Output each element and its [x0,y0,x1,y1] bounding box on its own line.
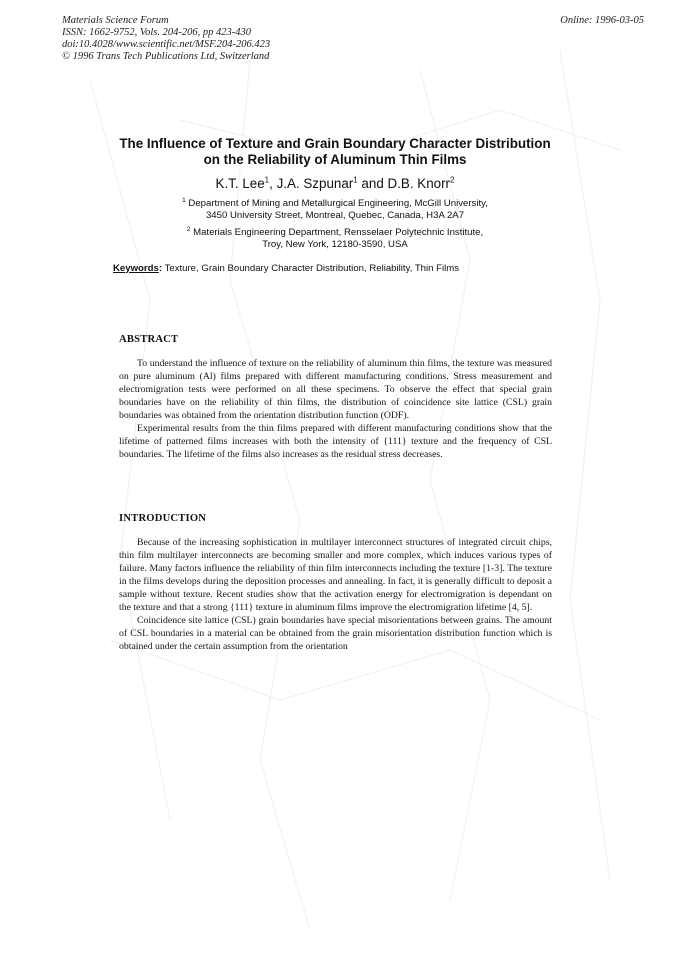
introduction-paragraph: Because of the increasing sophistication in multilayer interconnect structures of integrated circuit chips, thin film multilayer interconnects are becoming smaller and more complex, which induces various types of failure. Many factors influence the reliability of thin film interconnects including the texture [1-3]. The texture in the films develops during the deposition processes and annealing. In fact, it is generally difficult to deposit a sample without texture. Recent studies show that the activation energy for electromigration is dependant on the texture and that a strong {111} texture in aluminum films improve the electromigration lifetime [4, 5]. [119,537,552,613]
author-name: D.B. Knorr [387,176,451,191]
author-name: K.T. Lee [215,176,265,191]
author-list [80,176,590,192]
author-name: J.A. Szpunar [276,176,354,191]
keywords-text: Texture, Grain Boundary Character Distribution, Reliability, Thin Films [164,263,460,274]
issn-line: ISSN: 1662-9752, Vols. 204-206, pp 423-430 [62,27,251,38]
affiliation-text: Materials Engineering Department, Rensselaer Polytechnic Institute, [193,227,484,238]
journal-name: Materials Science Forum [62,15,169,26]
affiliation-text: Department of Mining and Metallurgical Engineering, McGill University, [188,198,488,209]
affiliation-mark: 1 [182,196,186,204]
paper-title [80,136,590,168]
abstract-paragraph: To understand the influence of texture on the reliability of aluminum thin films, the texture was measured on pure aluminum (Al) films prepared with different manufacturing conditions. Stress measurement and electromigration tests were performed on all these specimens. To observe the effect that special grain boundaries have on the reliability of thin films, the distribution of coincidence site lattice (CSL) grain boundaries was obtained from the orientation distribution function (ODF). [119,358,552,421]
abstract-body [119,357,552,461]
keywords-line [113,263,459,274]
online-date: Online: 1996-03-05 [560,15,644,26]
introduction-heading: INTRODUCTION [119,513,207,524]
affiliation-line [80,198,590,210]
abstract-paragraph: Experimental results from the thin films prepared with different manufacturing conditions show that the lifetime of patterned films increases with both the intensity of {111} texture and the frequency of CSL boundaries. The lifetime of the films also increases as the residual stress decreases. [119,423,552,460]
affiliation-mark: 1 [353,175,358,185]
doi-line: doi:10.4028/www.scientific.net/MSF.204-206.423 [62,39,271,50]
affiliation-line: 3450 University Street, Montreal, Quebec, Canada, H3A 2A7 [205,210,465,221]
affiliation-line: Troy, New York, 12180-3590, USA [262,239,408,250]
introduction-paragraph: Coincidence site lattice (CSL) grain boundaries have special misorientations between grains. The amount of CSL boundaries in a material can be obtained from the grain misorientation distribution function which is obtained under the certain assumption from the orientation [119,615,552,652]
title-line-2: on the Reliability of Aluminum Thin Films [203,152,467,167]
keywords-colon: : [158,263,163,274]
affiliation-mark: 1 [264,175,270,185]
affiliation-1 [80,198,590,222]
abstract-heading: ABSTRACT [119,334,179,345]
keywords-label-text: Keywords [113,263,159,274]
introduction-body [119,536,552,653]
affiliation-mark: 2 [450,175,455,185]
copyright-line: © 1996 Trans Tech Publications Ltd, Switzerland [62,51,270,62]
keywords-label [113,263,162,274]
affiliation-line [80,227,590,239]
author-separator: and [357,176,388,191]
title-line-1: The Influence of Texture and Grain Boundary Character Distribution [119,136,551,151]
journal-header [62,15,270,63]
author-separator: , [269,176,277,191]
affiliation-mark: 2 [186,225,191,233]
affiliation-2 [80,227,590,251]
